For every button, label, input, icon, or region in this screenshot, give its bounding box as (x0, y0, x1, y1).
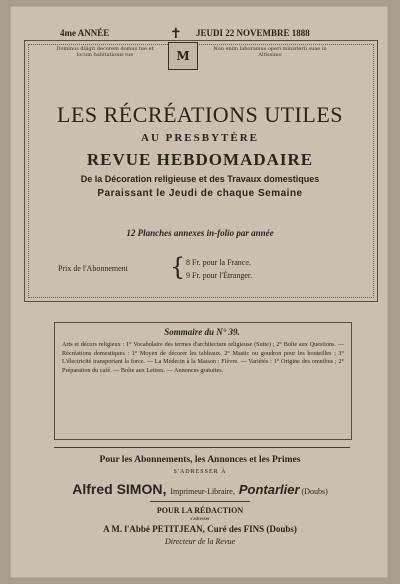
publisher-name: Alfred SIMON, (72, 481, 167, 497)
edition-label: 4me ANNÉE (60, 28, 110, 38)
subscriptions-heading: Pour les Abonnements, les Annonces et les Primes (99, 455, 301, 465)
cross-icon: ✝ (170, 26, 182, 42)
publisher-city: Pontarlier (238, 482, 300, 497)
epigraph-right: Non enim laboramus operi ministerii suae in Altissimo (213, 46, 327, 58)
subscription-price-label: Prix de l'Abonnement (58, 264, 128, 273)
director-title: Directeur de la Revue (164, 537, 236, 546)
journal-subtitle: AU PRESBYTÈRE (141, 132, 259, 144)
epigraph-left: Dominus diligit decorem domus tue et locum habitationis tue (56, 46, 154, 58)
revue-heading: REVUE HEBDOMADAIRE (86, 150, 314, 169)
issue-date: JEUDI 22 NOVEMBRE 1888 (196, 28, 310, 38)
redaction-address: A M. l'Abbé PETITJEAN, Curé des FINS (Doubs) (103, 524, 297, 534)
adresser-label: S'ADRESSER À (173, 469, 227, 475)
divider (54, 447, 350, 448)
brace-icon: { (170, 253, 186, 281)
sommaire-title: Sommaire du N° 39. (164, 327, 240, 337)
publication-frequency: Paraissant le Jeudi de chaque Semaine (97, 188, 303, 199)
publisher-dept: (Doubs) (301, 487, 328, 496)
planches-note: 12 Planches annexes in-folio par année (126, 228, 274, 238)
sommaire-box (54, 322, 352, 440)
publisher-line (26, 479, 374, 498)
sadresser-label: s'adresser (190, 517, 210, 522)
divider (150, 501, 250, 502)
journal-title: LES RÉCRÉATIONS UTILES (57, 102, 343, 127)
sommaire-text: Arts et décors religieux : 1° Vocabulaire des termes d'architecture religieuse (Suite) ; 2° Boîte aux Questions. — Récréations domestiques : 1° Moyen de décorer les tableaux. 2° Mastic ou goudron pour les bouteilles ; 3° L'électricité transportant la force. — La Médecin à la Maison : Fièvre. — Variétés : 1° Origine des omnibus ; 2° Préparation du café. — Boîte aux Lettres. — Annonces gratuites. (62, 341, 344, 374)
publisher-role: Imprimeur-Libraire, (170, 487, 235, 496)
journal-scope: De la Décoration religieuse et des Travaux domestiques (80, 174, 320, 184)
redaction-heading: POUR LA RÉDACTION (156, 506, 244, 515)
price-etranger: 9 Fr. pour l'Étranger. (186, 271, 253, 280)
price-france: 8 Fr. pour la France. (186, 258, 251, 267)
monogram-emblem: M (168, 42, 198, 70)
